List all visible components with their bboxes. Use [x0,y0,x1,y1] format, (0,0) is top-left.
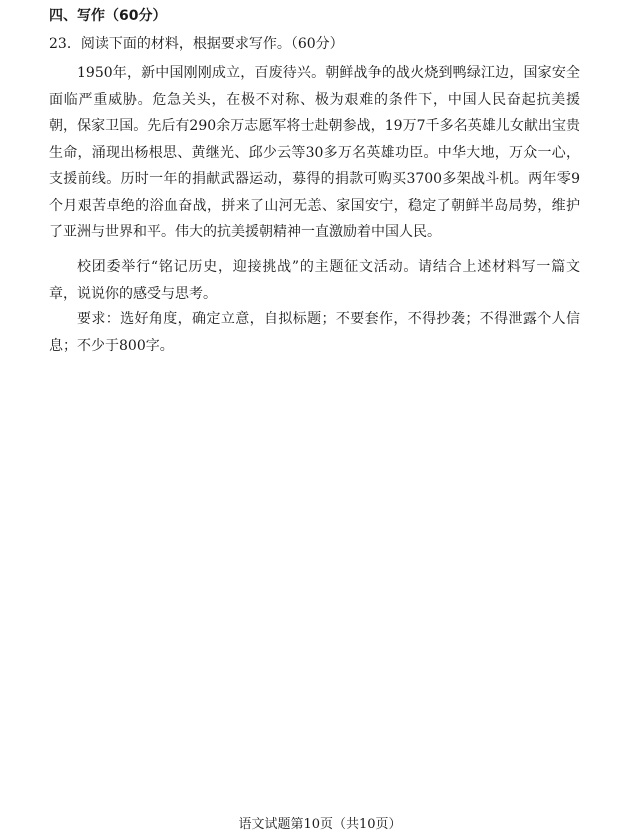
page-footer: 语文试题第10页（共10页） [238,817,402,832]
writing-task: 校团委举行“铭记历史，迎接挑战”的主题征文活动。请结合上述材料写一篇文章，说说你的感受与思考。 [49,259,580,302]
question-prompt: 23．阅读下面的材料，根据要求写作。（60分） [49,36,344,52]
section-heading: 四、写作（60分） [49,8,167,24]
writing-requirements: 要求：选好角度，确定立意，自拟标题；不要套作，不得抄袭；不得泄露个人信息；不少于800字。 [49,311,580,354]
reading-material: 1950年，新中国刚刚成立，百废待兴。朝鲜战争的战火烧到鸭绿江边，国家安全面临严重威胁。危急关头，在极不对称、极为艰难的条件下，中国人民奋起抗美援朝，保家卫国。先后有290余万志愿军将士赴朝参战，19万7千多名英雄儿女献出宝贵生命，涌现出杨根思、黄继光、邱少云等30多万名英雄功臣。中华大地，万众一心，支援前线。历时一年的捐献武器运动，募得的捐款可购买3700多架战斗机。两年零9个月艰苦卓绝的浴血奋战，拼来了山河无恙、家国安宁，稳定了朝鲜半岛局势，维护了亚洲与世界和平。伟大的抗美援朝精神一直激励着中国人民。 [49,65,580,240]
